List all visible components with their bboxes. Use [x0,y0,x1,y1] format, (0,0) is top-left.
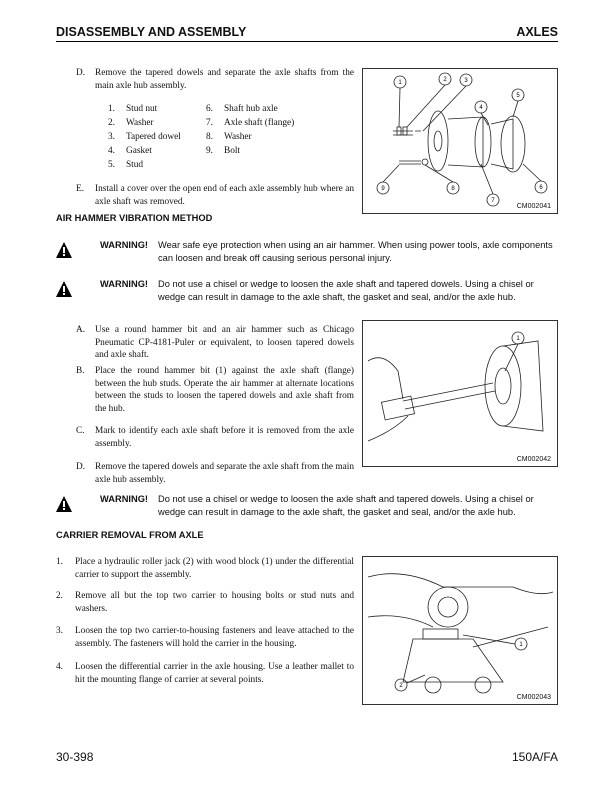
step-2 [56,590,354,615]
callout-1: 1 [398,80,402,86]
parts-list [108,102,334,172]
callout-8: 8 [451,186,455,192]
step-d-remove-dowels [76,67,354,92]
step-text: Loosen the top two carrier-to-housing fasteners and leave attached to the assembly. The fasteners will hold the carrier in the housing. [75,626,354,649]
step-3 [56,625,354,650]
part-name: Stud nut [126,104,158,114]
header-rule [56,41,558,42]
step-text: Place the round hammer bit (1) against the axle shaft (flange) between the hub studs. Operate the air hammer at alternate locations between the studs to loosen the tapered dowels and axle shaft from the hub. [95,366,354,414]
step-a [76,324,354,362]
callout-2: 2 [399,683,403,689]
step-number: C. [76,426,85,436]
figure-caption: CM002041 [516,203,551,210]
warning-eye-protection [56,239,558,264]
step-4 [56,661,354,686]
warning-chisel-wedge [56,278,558,303]
warning-triangle-icon [56,239,100,264]
carrier-jack-illustration [363,557,557,704]
figure-axle-hub-exploded [362,68,558,214]
step-1 [56,556,354,581]
part-name: Washer [224,132,252,142]
step-d [76,461,354,486]
part-name: Tapered dowel [126,132,181,142]
figure-caption: CM002043 [516,694,551,701]
step-b [76,365,354,415]
part-number: 8. [206,132,213,142]
step-number: D. [76,68,86,78]
step-e-install-cover [76,183,354,208]
part-name: Shaft hub axle [224,104,278,114]
warning-text: Wear safe eye protection when using an air hammer. When using power tools, axle components can loosen and break off causing serious personal injury. [158,240,553,263]
warning-triangle-icon [56,278,100,303]
air-hammer-illustration [363,321,557,466]
figure-air-hammer [362,320,558,467]
figure-carrier-jack [362,556,558,705]
step-number: 2. [56,591,63,601]
step-number: 1. [56,557,63,567]
model-number: 150A/FA [511,750,558,764]
part-number: 6. [206,104,213,114]
step-text: Remove the tapered dowels and separate the axle shaft from the main axle hub assembly. [95,462,354,485]
part-name: Washer [126,118,154,128]
page-number: 30-398 [56,750,94,764]
part-number: 3. [108,132,115,142]
part-number: 5. [108,160,115,170]
warning-text: Do not use a chisel or wedge to loosen the axle shaft and tapered dowels. Using a chisel or wedge can result in damage to the axle shaft, the gasket and seal, and/or the axle hub. [158,494,534,517]
part-number: 9. [206,146,213,156]
warning-chisel-wedge-2 [56,493,558,518]
step-number: B. [76,366,85,376]
callout-1: 1 [519,642,523,648]
part-name: Stud [126,160,144,170]
callout-4: 4 [479,105,483,111]
warning-triangle-icon [56,493,100,518]
step-text: Remove all but the top two carrier to housing bolts or stud nuts and washers. [75,591,354,614]
step-text: Place a hydraulic roller jack (2) with wood block (1) under the differential carrier to support the assembly. [75,557,354,580]
warning-text: Do not use a chisel or wedge to loosen the axle shaft and tapered dowels. Using a chisel or wedge can result in damage to the axle shaft, the gasket and seal, and/or the axle hub. [158,279,534,302]
step-number: E. [76,184,85,194]
part-number: 2. [108,118,115,128]
section-heading-carrier-removal: CARRIER REMOVAL FROM AXLE [56,530,204,540]
warning-label: WARNING! [100,279,149,289]
callout-7: 7 [491,198,495,204]
step-number: 3. [56,626,63,636]
warning-label: WARNING! [100,240,149,250]
part-name: Axle shaft (flange) [224,118,295,128]
step-number: D. [76,462,86,472]
axle-hub-exploded-illustration [363,69,557,213]
part-name: Bolt [224,146,241,156]
part-number: 7. [206,118,213,128]
callout-5: 5 [516,93,520,99]
header-chapter-title: AXLES [516,25,558,39]
callout-6: 6 [539,185,543,191]
step-c [76,425,354,450]
step-text: Remove the tapered dowels and separate the axle shafts from the main axle hub assembly. [95,68,354,91]
step-text: Mark to identify each axle shaft before it is removed from the axle assembly. [95,426,354,449]
part-name: Gasket [126,146,152,156]
step-text: Loosen the differential carrier in the axle housing. Use a leather mallet to hit the mounting flange of carrier at several points. [75,662,354,685]
step-text: Install a cover over the open end of each axle assembly hub where an axle shaft was removed. [95,184,354,207]
step-number: A. [76,325,86,335]
part-number: 1. [108,104,115,114]
section-heading-air-hammer: AIR HAMMER VIBRATION METHOD [56,213,213,223]
figure-caption: CM002042 [516,456,551,463]
callout-2: 2 [443,77,447,83]
step-text: Use a round hammer bit and an air hammer such as Chicago Pneumatic CP-4181-Puler or equivalent, to loosen tapered dowels and axle shaft. [95,325,354,360]
callout-3: 3 [464,78,468,84]
callout-1: 1 [516,336,520,342]
part-number: 4. [108,146,115,156]
warning-label: WARNING! [100,494,149,504]
callout-9: 9 [381,186,385,192]
header-section-title: DISASSEMBLY AND ASSEMBLY [56,25,247,39]
step-number: 4. [56,662,63,672]
